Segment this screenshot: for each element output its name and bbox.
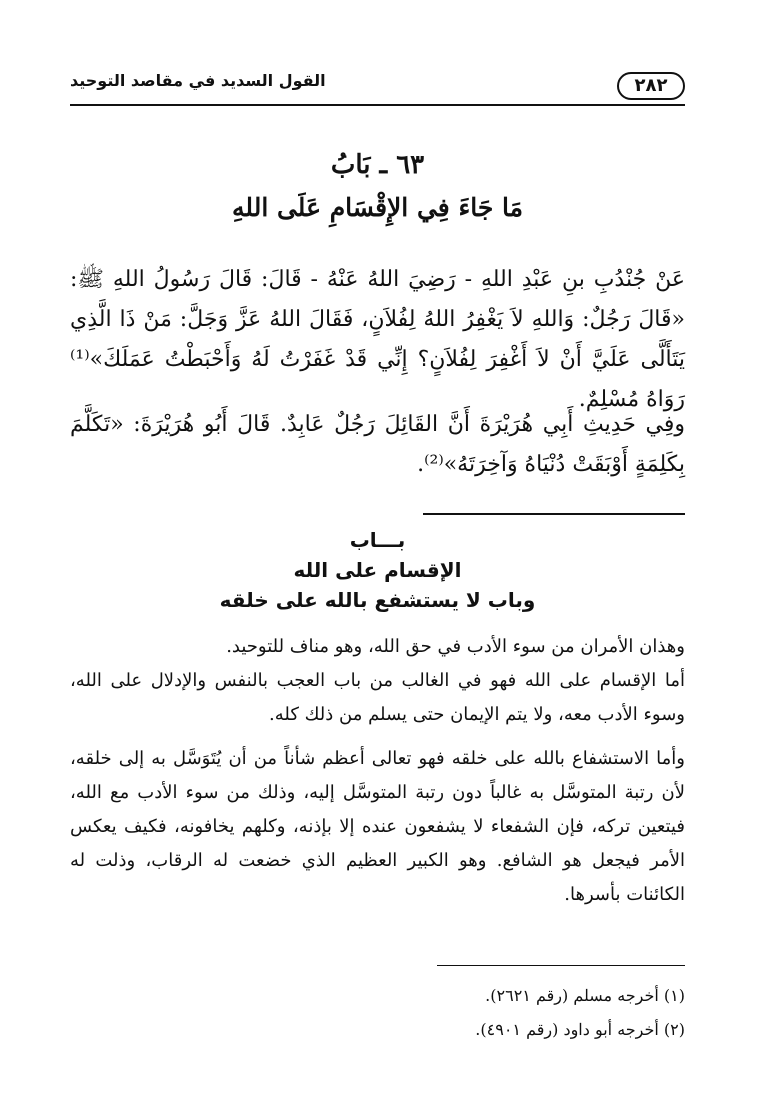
footnote-divider (437, 965, 685, 966)
header-rule (70, 104, 685, 106)
section-heading: وباب لا يستشفع بالله على خلقه (219, 588, 536, 612)
footnote: (٢) أخرجه أبو داود (رقم ٤٩٠١). (475, 1020, 685, 1039)
section-heading: الإقسام على الله (293, 558, 462, 582)
page-number: ٢٨٢ (634, 75, 668, 96)
chapter-number: ٦٣ ـ بَابُ (330, 150, 425, 180)
commentary-paragraph: أما الإقسام على الله فهو في الغالب من باب العجب بالنفس والإدلال على الله، وسوء الأدب معه، ولا يتم الإيمان حتى يسلم من ذلك كله. (70, 670, 685, 725)
commentary-paragraph: وأما الاستشفاع بالله على خلقه فهو تعالى أعظم شأناً من أن يُتَوَسَّل به إلى خلقه، لأن رتبة المتوسَّل به غالباً دون رتبة المتوسَّل إليه، وذلك من سوء الأدب مع الله، فيتعين تركه، فإن الشفعاء لا يشفعون عنده إلا بإذنه، وكلهم يخافونه، فكيف يعكس الأمر فيجعل هو الشافع. وهو الكبير العظيم الذي خضعت له الرقاب، وذلت له الكائنات بأسرها. (70, 748, 685, 905)
footnote: (١) أخرجه مسلم (رقم ٢٦٢١). (485, 986, 685, 1005)
running-title: القول السديد في مقاصد التوحيد (70, 71, 326, 90)
section-heading: بـــاب (349, 528, 406, 552)
hadith-paragraph: عَنْ جُنْدُبِ بنِ عَبْدِ اللهِ - رَضِيَ اللهُ عَنْهُ - قَالَ: قَالَ رَسُولُ اللهِ ﷺ: «قَالَ رَجُلٌ: وَاللهِ لاَ يَغْفِرُ اللهُ لِفُلاَنٍ، فَقَالَ اللهُ عَزَّ وَجَلَّ: مَنْ ذَا الَّذِي يَتَأَلَّى عَلَيَّ أَنْ لاَ أَغْفِرَ لِفُلاَنٍ؟ إِنِّي قَدْ غَفَرْتُ لَهُ وَأَحْبَطْتُ عَمَلَكَ»⁽¹⁾ رَوَاهُ مُسْلِمٌ. (70, 267, 685, 412)
hadith-paragraph: وفِي حَدِيثِ أَبِي هُرَيْرَةَ أَنَّ القَائِلَ رَجُلٌ عَابِدٌ. قَالَ أَبُو هُرَيْرَةَ: «تَكَلَّمَ بِكَلِمَةٍ أَوْبَقَتْ دُنْيَاهُ وَآخِرَتَهُ»⁽²⁾. (70, 412, 685, 477)
page-number-badge (617, 72, 685, 100)
chapter-title: مَا جَاءَ فِي الإِقْسَامِ عَلَى اللهِ (232, 193, 523, 222)
section-divider (423, 513, 685, 515)
commentary-paragraph: وهذان الأمران من سوء الأدب في حق الله، وهو مناف للتوحيد. (226, 636, 685, 657)
running-header (70, 62, 685, 106)
